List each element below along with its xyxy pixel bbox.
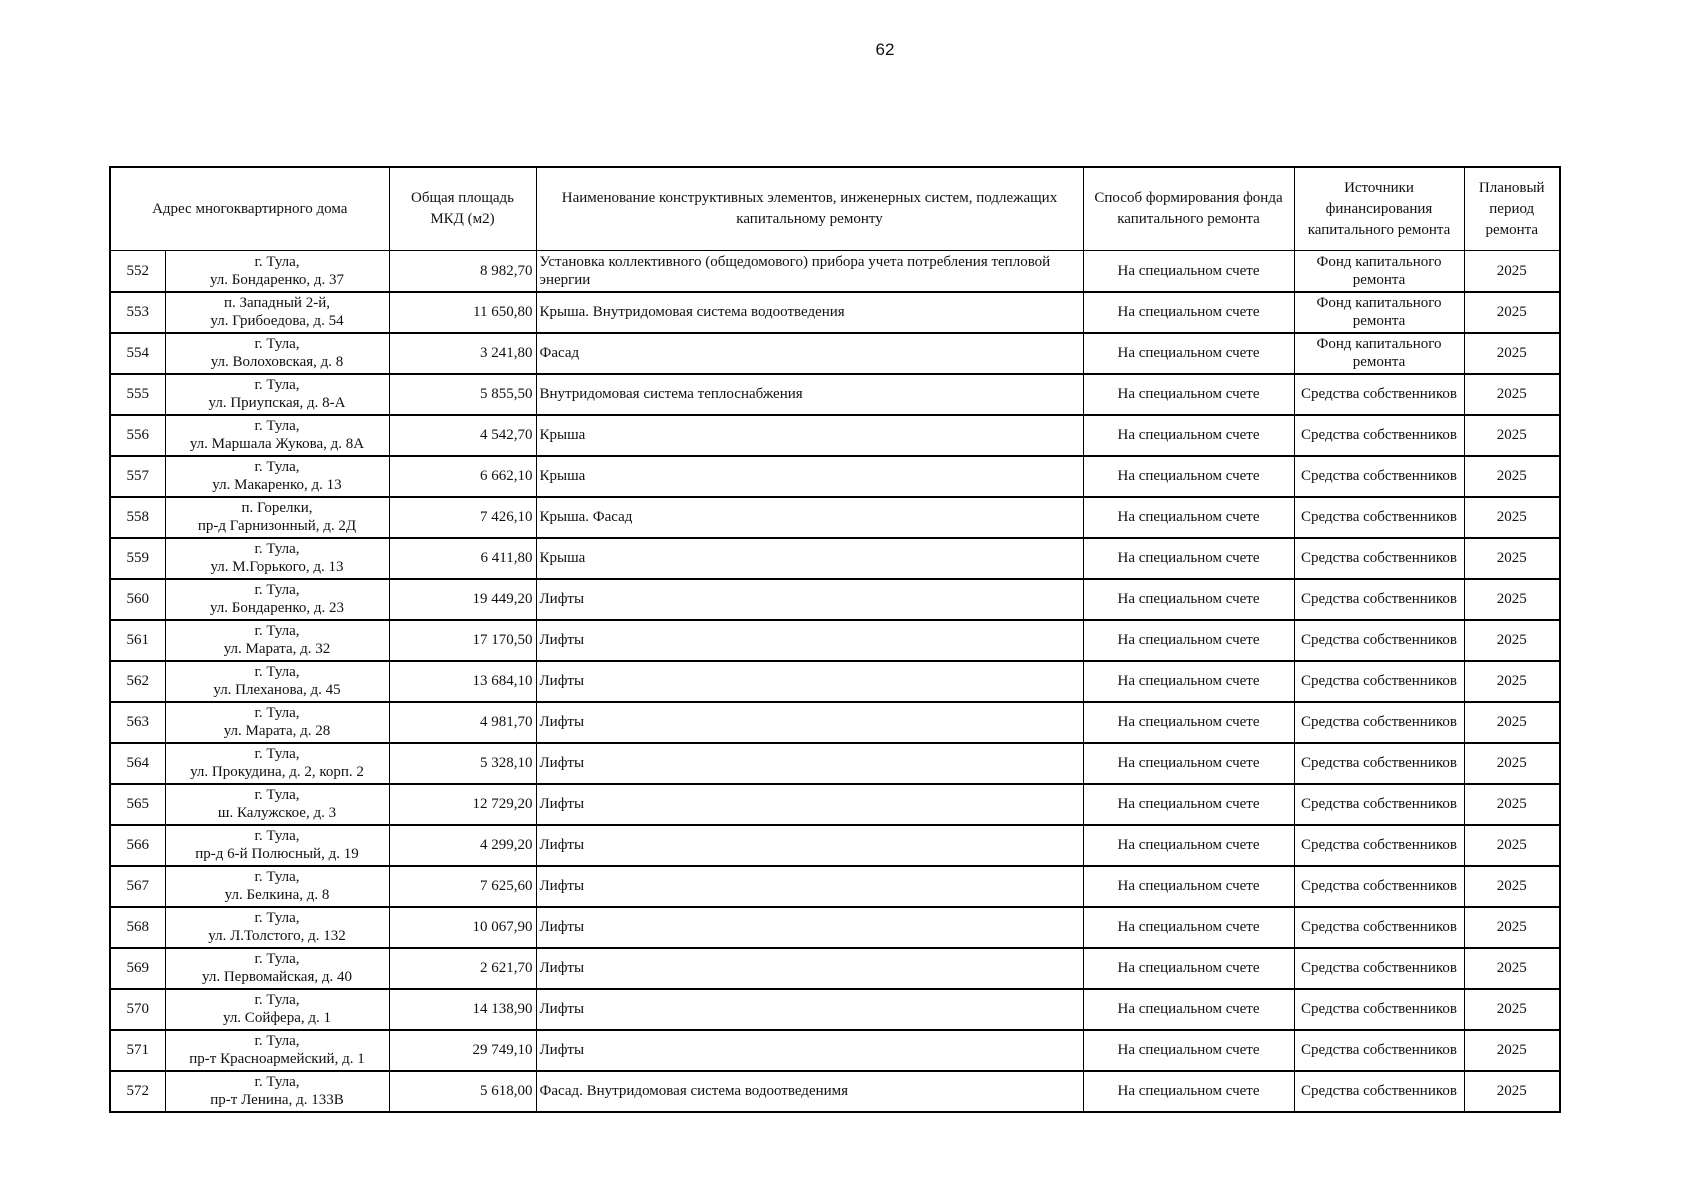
row-method: На специальном счете	[1083, 251, 1294, 292]
row-area: 5 328,10	[389, 743, 536, 784]
table-row	[110, 333, 1560, 374]
header-address: Адрес многоквартирного дома	[110, 167, 389, 251]
address-locality: г. Тула,	[254, 541, 300, 557]
row-address	[165, 456, 389, 497]
row-address	[165, 948, 389, 989]
address-street: ул. Маршала Жукова, д. 8А	[189, 436, 365, 452]
row-number: 568	[110, 907, 165, 948]
row-period: 2025	[1464, 456, 1560, 497]
row-elements: Лифты	[536, 620, 1083, 661]
address-locality: п. Западный 2-й,	[224, 295, 330, 311]
table-row	[110, 784, 1560, 825]
row-address	[165, 743, 389, 784]
table-row	[110, 456, 1560, 497]
row-elements: Лифты	[536, 1030, 1083, 1071]
row-area: 2 621,70	[389, 948, 536, 989]
address-street: ул. Марата, д. 32	[223, 641, 331, 657]
row-address	[165, 989, 389, 1030]
address-street: ул. Грибоедова, д. 54	[210, 313, 344, 329]
row-elements: Крыша	[536, 415, 1083, 456]
row-method: На специальном счете	[1083, 456, 1294, 497]
address-locality: г. Тула,	[254, 828, 300, 844]
address-street: ул. Первомайская, д. 40	[202, 969, 352, 985]
row-area: 19 449,20	[389, 579, 536, 620]
row-area: 29 749,10	[389, 1030, 536, 1071]
row-source: Фонд капитального ремонта	[1294, 251, 1464, 292]
row-elements: Лифты	[536, 661, 1083, 702]
row-number: 554	[110, 333, 165, 374]
row-period: 2025	[1464, 374, 1560, 415]
row-period: 2025	[1464, 948, 1560, 989]
address-street: ул. Приупская, д. 8-А	[208, 395, 346, 411]
row-address	[165, 538, 389, 579]
table-row	[110, 579, 1560, 620]
row-period: 2025	[1464, 702, 1560, 743]
address-locality: г. Тула,	[254, 377, 300, 393]
row-method: На специальном счете	[1083, 989, 1294, 1030]
address-street: пр-д Гарнизонный, д. 2Д	[197, 518, 357, 534]
address-street: ул. Бондаренко, д. 23	[209, 600, 345, 616]
row-number: 560	[110, 579, 165, 620]
address-locality: г. Тула,	[254, 664, 300, 680]
row-address	[165, 333, 389, 374]
row-elements: Крыша. Фасад	[536, 497, 1083, 538]
table-row	[110, 1071, 1560, 1112]
row-elements: Лифты	[536, 948, 1083, 989]
row-area: 4 542,70	[389, 415, 536, 456]
row-elements: Лифты	[536, 784, 1083, 825]
row-number: 564	[110, 743, 165, 784]
row-area: 17 170,50	[389, 620, 536, 661]
table-row	[110, 989, 1560, 1030]
row-period: 2025	[1464, 292, 1560, 333]
row-address	[165, 292, 389, 333]
address-locality: г. Тула,	[254, 582, 300, 598]
row-method: На специальном счете	[1083, 1071, 1294, 1112]
row-method: На специальном счете	[1083, 333, 1294, 374]
table-row	[110, 374, 1560, 415]
row-elements: Установка коллективного (общедомового) прибора учета потребления тепловой энергии	[536, 251, 1083, 292]
row-number: 552	[110, 251, 165, 292]
row-elements: Крыша	[536, 538, 1083, 579]
row-number: 565	[110, 784, 165, 825]
row-number: 563	[110, 702, 165, 743]
table-header	[110, 167, 1560, 251]
address-locality: г. Тула,	[254, 705, 300, 721]
row-area: 6 662,10	[389, 456, 536, 497]
row-elements: Лифты	[536, 825, 1083, 866]
table-row	[110, 743, 1560, 784]
row-source: Фонд капитального ремонта	[1294, 333, 1464, 374]
row-number: 562	[110, 661, 165, 702]
row-number: 567	[110, 866, 165, 907]
row-elements: Лифты	[536, 866, 1083, 907]
address-street: пр-т Красноармейский, д. 1	[189, 1051, 365, 1067]
row-elements: Крыша. Внутридомовая система водоотведения	[536, 292, 1083, 333]
row-address	[165, 825, 389, 866]
row-number: 572	[110, 1071, 165, 1112]
row-source: Средства собственников	[1294, 948, 1464, 989]
row-address	[165, 661, 389, 702]
table-row	[110, 948, 1560, 989]
row-method: На специальном счете	[1083, 784, 1294, 825]
row-elements: Лифты	[536, 907, 1083, 948]
row-method: На специальном счете	[1083, 374, 1294, 415]
row-source: Средства собственников	[1294, 661, 1464, 702]
address-locality: г. Тула,	[254, 910, 300, 926]
row-method: На специальном счете	[1083, 620, 1294, 661]
row-method: На специальном счете	[1083, 538, 1294, 579]
address-street: ул. Прокудина, д. 2, корп. 2	[190, 764, 364, 780]
table-row	[110, 1030, 1560, 1071]
row-source: Средства собственников	[1294, 907, 1464, 948]
repair-plan-table	[109, 166, 1561, 1113]
row-elements: Лифты	[536, 702, 1083, 743]
row-source: Средства собственников	[1294, 456, 1464, 497]
row-number: 571	[110, 1030, 165, 1071]
row-address	[165, 620, 389, 661]
row-area: 12 729,20	[389, 784, 536, 825]
address-street: ул. Сойфера, д. 1	[222, 1010, 332, 1026]
row-method: На специальном счете	[1083, 292, 1294, 333]
row-source: Средства собственников	[1294, 620, 1464, 661]
row-area: 14 138,90	[389, 989, 536, 1030]
address-street: ш. Калужское, д. 3	[217, 805, 337, 821]
address-locality: г. Тула,	[254, 418, 300, 434]
page-number: 62	[875, 40, 895, 59]
row-area: 5 855,50	[389, 374, 536, 415]
table-row	[110, 620, 1560, 661]
table-row	[110, 661, 1560, 702]
row-method: На специальном счете	[1083, 1030, 1294, 1071]
row-period: 2025	[1464, 538, 1560, 579]
row-period: 2025	[1464, 251, 1560, 292]
row-method: На специальном счете	[1083, 497, 1294, 538]
row-period: 2025	[1464, 825, 1560, 866]
row-area: 7 625,60	[389, 866, 536, 907]
row-area: 3 241,80	[389, 333, 536, 374]
row-source: Средства собственников	[1294, 538, 1464, 579]
row-address	[165, 702, 389, 743]
row-period: 2025	[1464, 579, 1560, 620]
address-street: пр-д 6-й Полюсный, д. 19	[195, 846, 359, 862]
row-area: 6 411,80	[389, 538, 536, 579]
address-street: ул. Белкина, д. 8	[224, 887, 330, 903]
row-address	[165, 579, 389, 620]
row-source: Средства собственников	[1294, 497, 1464, 538]
row-method: На специальном счете	[1083, 866, 1294, 907]
address-street: ул. М.Горького, д. 13	[210, 559, 344, 575]
row-period: 2025	[1464, 415, 1560, 456]
table-row	[110, 866, 1560, 907]
row-method: На специальном счете	[1083, 415, 1294, 456]
row-period: 2025	[1464, 1030, 1560, 1071]
row-elements: Крыша	[536, 456, 1083, 497]
row-area: 4 981,70	[389, 702, 536, 743]
row-elements: Внутридомовая система теплоснабжения	[536, 374, 1083, 415]
row-source: Средства собственников	[1294, 415, 1464, 456]
row-number: 570	[110, 989, 165, 1030]
row-area: 5 618,00	[389, 1071, 536, 1112]
row-method: На специальном счете	[1083, 702, 1294, 743]
row-source: Средства собственников	[1294, 989, 1464, 1030]
address-locality: г. Тула,	[254, 992, 300, 1008]
address-locality: г. Тула,	[254, 1033, 300, 1049]
address-locality: г. Тула,	[254, 1074, 300, 1090]
header-method: Способ формирования фонда капитального ремонта	[1083, 167, 1294, 251]
table-row	[110, 292, 1560, 333]
row-source: Средства собственников	[1294, 866, 1464, 907]
row-source: Средства собственников	[1294, 374, 1464, 415]
table-row	[110, 825, 1560, 866]
row-source: Средства собственников	[1294, 702, 1464, 743]
row-address	[165, 497, 389, 538]
row-method: На специальном счете	[1083, 825, 1294, 866]
row-period: 2025	[1464, 989, 1560, 1030]
row-number: 555	[110, 374, 165, 415]
row-period: 2025	[1464, 866, 1560, 907]
address-locality: г. Тула,	[254, 253, 300, 270]
row-period: 2025	[1464, 1071, 1560, 1112]
row-address	[165, 415, 389, 456]
row-period: 2025	[1464, 784, 1560, 825]
address-locality: г. Тула,	[254, 746, 300, 762]
row-method: На специальном счете	[1083, 743, 1294, 784]
row-address	[165, 374, 389, 415]
table-row	[110, 415, 1560, 456]
row-address	[165, 907, 389, 948]
row-number: 553	[110, 292, 165, 333]
row-number: 569	[110, 948, 165, 989]
table-row	[110, 497, 1560, 538]
row-number: 558	[110, 497, 165, 538]
header-period: Плановый период ремонта	[1464, 167, 1560, 251]
row-elements: Фасад. Внутридомовая система водоотведенимя	[536, 1071, 1083, 1112]
address-street: ул. Бондаренко, д. 37	[209, 271, 345, 288]
address-locality: г. Тула,	[254, 869, 300, 885]
address-locality: п. Горелки,	[241, 500, 313, 516]
address-locality: г. Тула,	[254, 951, 300, 967]
row-elements: Лифты	[536, 579, 1083, 620]
address-locality: г. Тула,	[254, 459, 300, 475]
address-street: ул. Макаренко, д. 13	[212, 477, 342, 493]
address-street: пр-т Ленина, д. 133В	[210, 1092, 344, 1108]
row-period: 2025	[1464, 620, 1560, 661]
address-locality: г. Тула,	[254, 336, 300, 352]
row-address	[165, 866, 389, 907]
row-source: Средства собственников	[1294, 784, 1464, 825]
header-area: Общая площадь МКД (м2)	[389, 167, 536, 251]
address-street: ул. Л.Толстого, д. 132	[208, 928, 346, 944]
row-method: На специальном счете	[1083, 661, 1294, 702]
address-street: ул. Волоховская, д. 8	[210, 354, 344, 370]
address-street: ул. Плеханова, д. 45	[213, 682, 341, 698]
row-number: 557	[110, 456, 165, 497]
header-source: Источники финансирования капитального ремонта	[1294, 167, 1464, 251]
row-period: 2025	[1464, 497, 1560, 538]
row-source: Фонд капитального ремонта	[1294, 292, 1464, 333]
row-method: На специальном счете	[1083, 579, 1294, 620]
row-method: На специальном счете	[1083, 907, 1294, 948]
row-elements: Фасад	[536, 333, 1083, 374]
row-period: 2025	[1464, 907, 1560, 948]
table-body	[110, 251, 1560, 1112]
row-number: 559	[110, 538, 165, 579]
header-elements: Наименование конструктивных элементов, инженерных систем, подлежащих капитальному ремонту	[536, 167, 1083, 251]
row-address	[165, 1030, 389, 1071]
address-locality: г. Тула,	[254, 623, 300, 639]
row-area: 4 299,20	[389, 825, 536, 866]
row-period: 2025	[1464, 743, 1560, 784]
row-period: 2025	[1464, 661, 1560, 702]
table-row	[110, 702, 1560, 743]
address-locality: г. Тула,	[254, 787, 300, 803]
row-area: 8 982,70	[389, 251, 536, 292]
row-address	[165, 784, 389, 825]
row-area: 10 067,90	[389, 907, 536, 948]
row-number: 556	[110, 415, 165, 456]
table-row	[110, 907, 1560, 948]
table-row	[110, 538, 1560, 579]
row-source: Средства собственников	[1294, 1071, 1464, 1112]
row-number: 566	[110, 825, 165, 866]
row-method: На специальном счете	[1083, 948, 1294, 989]
row-address	[165, 1071, 389, 1112]
row-period: 2025	[1464, 333, 1560, 374]
address-street: ул. Марата, д. 28	[223, 723, 331, 739]
row-area: 7 426,10	[389, 497, 536, 538]
row-address	[165, 251, 389, 292]
row-elements: Лифты	[536, 989, 1083, 1030]
row-source: Средства собственников	[1294, 743, 1464, 784]
row-elements: Лифты	[536, 743, 1083, 784]
row-area: 11 650,80	[389, 292, 536, 333]
row-number: 561	[110, 620, 165, 661]
row-area: 13 684,10	[389, 661, 536, 702]
row-source: Средства собственников	[1294, 579, 1464, 620]
table-row	[110, 251, 1560, 292]
row-source: Средства собственников	[1294, 825, 1464, 866]
row-source: Средства собственников	[1294, 1030, 1464, 1071]
